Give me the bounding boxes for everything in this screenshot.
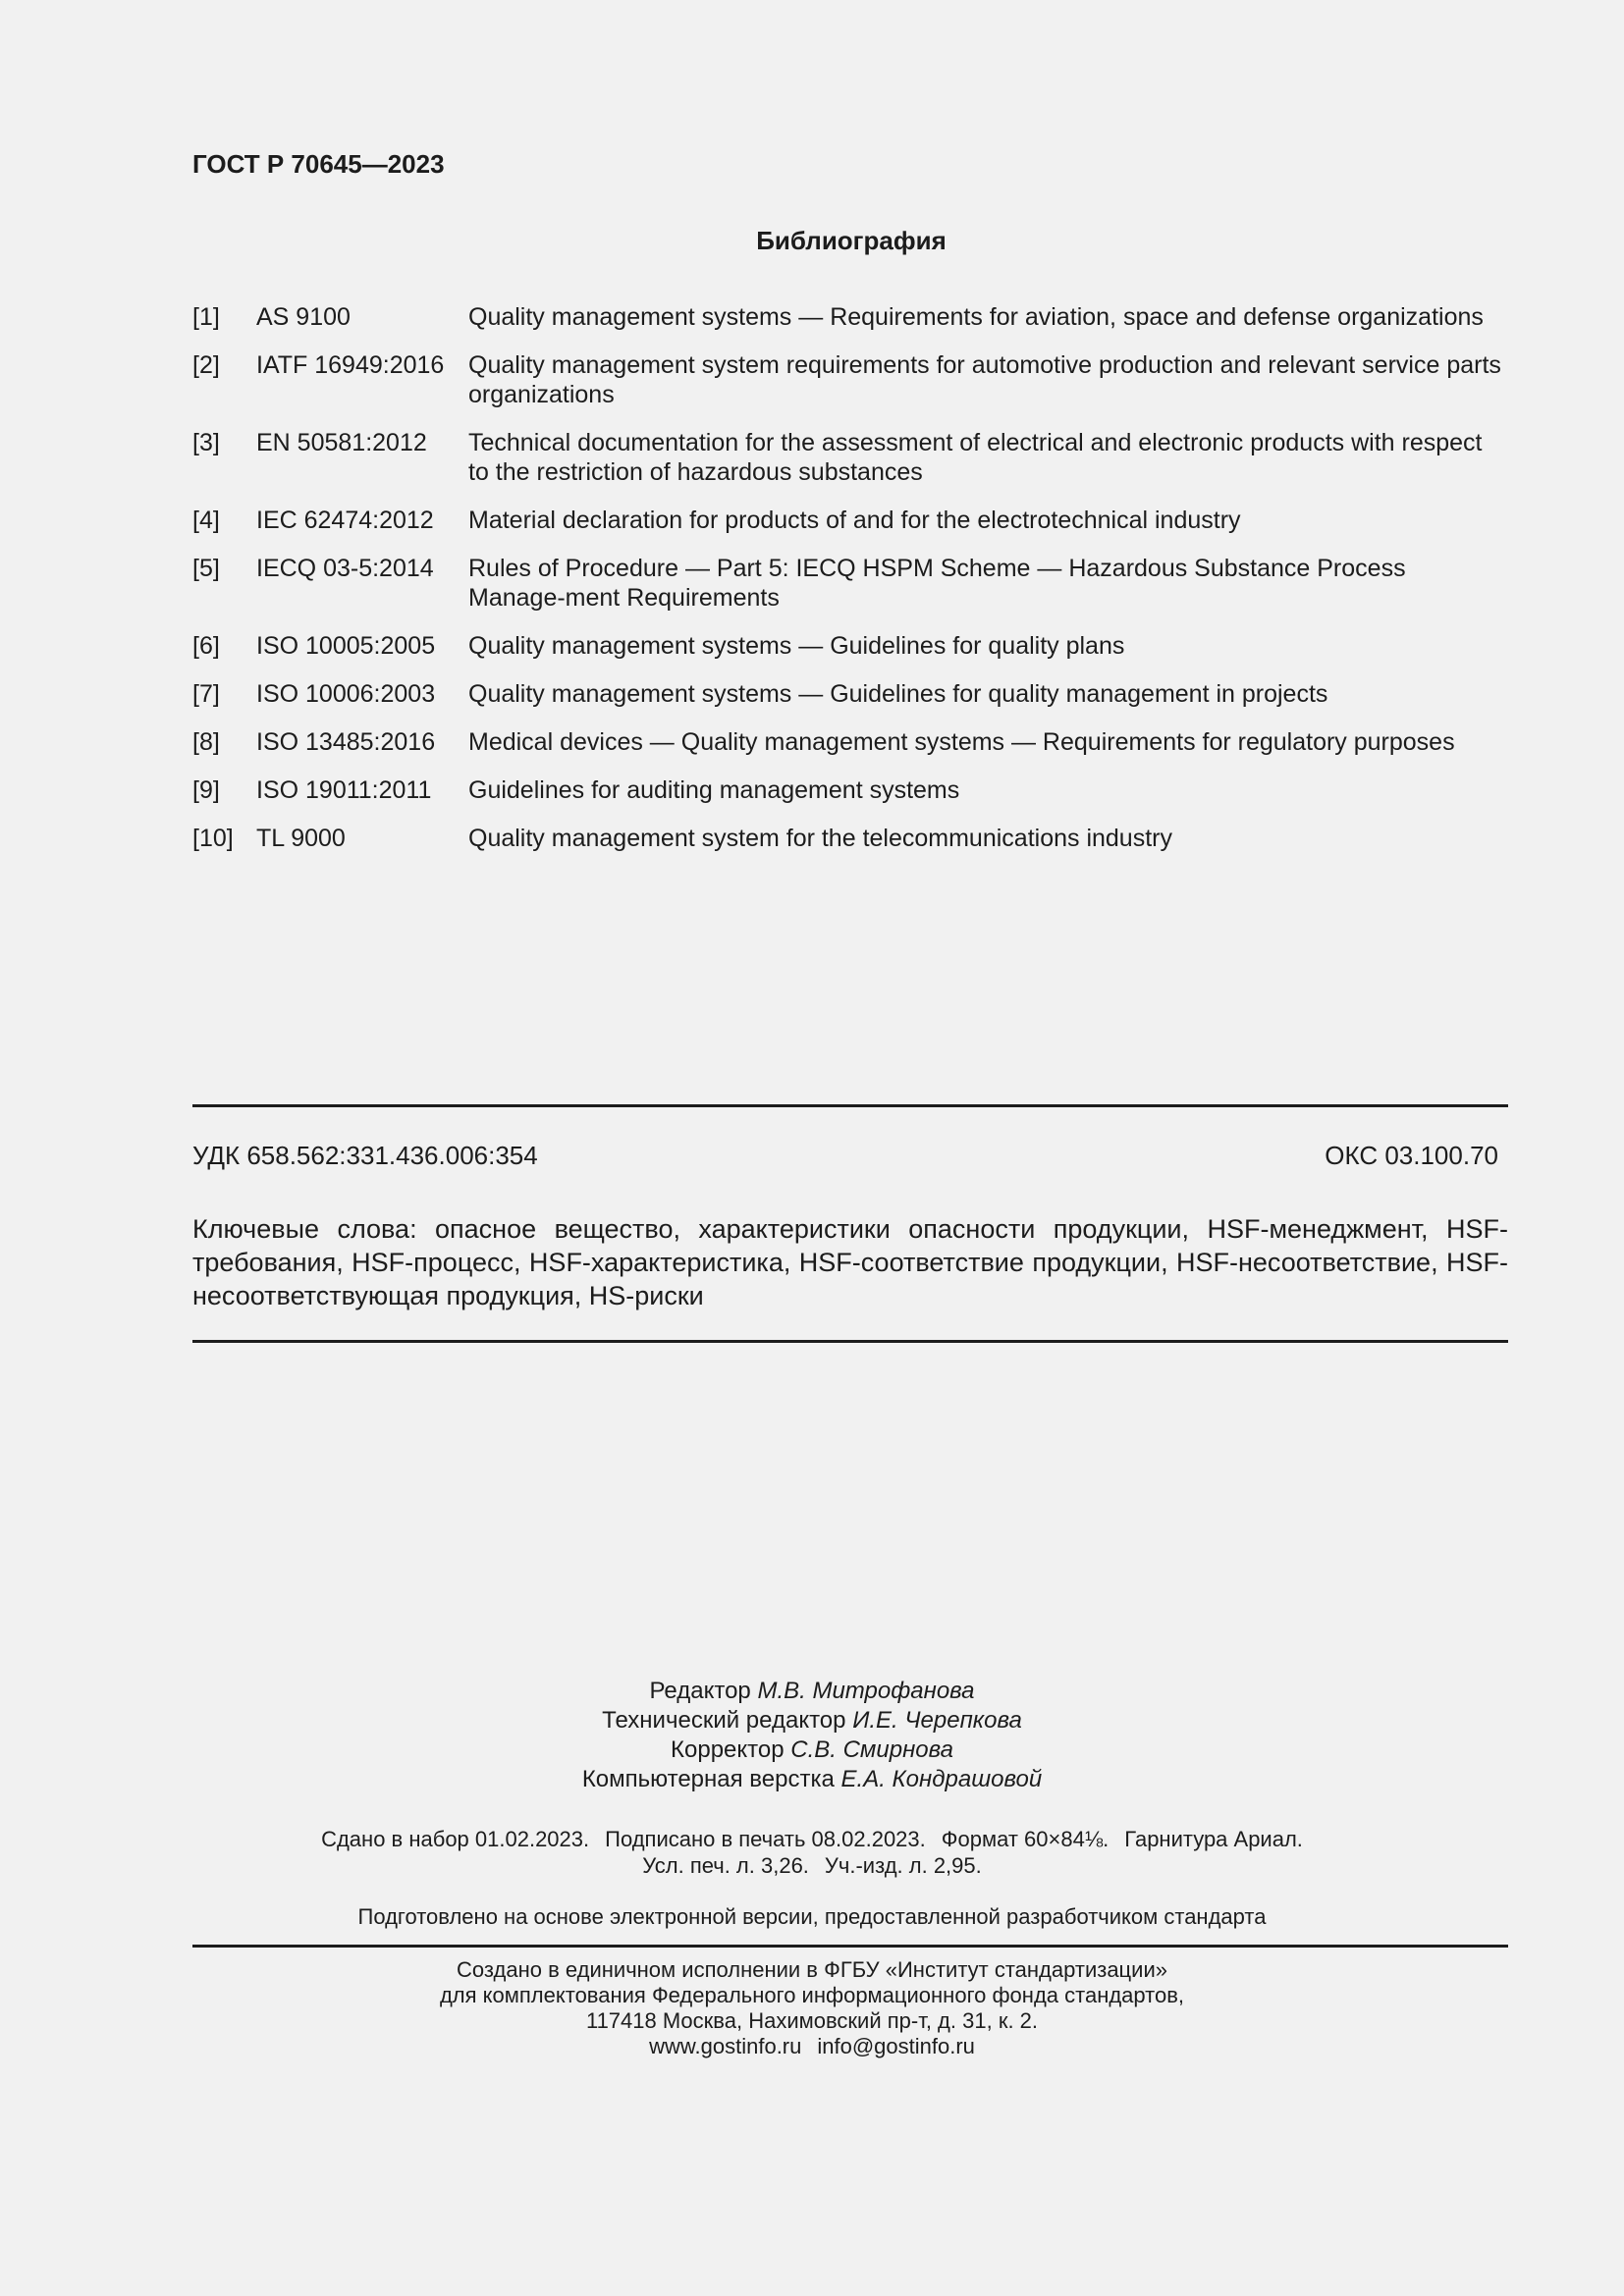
website-link[interactable]: www.gostinfo.ru: [649, 2034, 802, 2058]
reference-number: [3]: [192, 429, 220, 456]
submitted-date: Сдано в набор 01.02.2023.: [321, 1827, 590, 1851]
udk-code: УДК 658.562:331.436.006:354: [192, 1141, 538, 1170]
standard-code: ISO 19011:2011: [256, 776, 432, 804]
staff-name: С.В. Смирнова: [790, 1736, 953, 1763]
signed-date: Подписано в печать 08.02.2023.: [605, 1827, 926, 1851]
divider: [192, 1340, 1508, 1343]
bibliography-item: [192, 554, 1508, 613]
reference-number: [9]: [192, 776, 220, 804]
reference-number: [1]: [192, 303, 220, 331]
email-link[interactable]: info@gostinfo.ru: [817, 2034, 975, 2058]
bibliography-item: [192, 506, 1508, 535]
printed-sheets: Усл. печ. л. 3,26.: [642, 1853, 809, 1878]
standard-code: IEC 62474:2012: [256, 507, 434, 534]
reference-number: [5]: [192, 555, 220, 582]
staff-entry: [0, 1677, 1624, 1706]
standard-code: ISO 10006:2003: [256, 680, 436, 708]
edition-sheets: Уч.-изд. л. 2,95.: [824, 1853, 982, 1878]
standard-title: Quality management system for the telecommunications industry: [468, 825, 1172, 852]
standard-code: ISO 13485:2016: [256, 728, 436, 756]
oks-code: ОКС 03.100.70: [1325, 1141, 1498, 1170]
staff-name: Е.А. Кондрашовой: [840, 1766, 1043, 1792]
typeface: Гарнитура Ариал.: [1124, 1827, 1303, 1851]
staff-role: Редактор: [649, 1678, 751, 1704]
bibliography-item: [192, 824, 1508, 853]
standard-title: Material declaration for products of and for the electrotechnical industry: [468, 507, 1241, 534]
bibliography-list: [192, 302, 1508, 872]
staff-role: Компьютерная верстка: [581, 1766, 835, 1792]
standard-title: Quality management system requirements for automotive production and relevant service parts organizations: [468, 351, 1501, 408]
bibliography-title: Библиография: [756, 226, 947, 255]
standard-title: Quality management systems — Guidelines for quality plans: [468, 632, 1125, 660]
publisher-line1: Создано в единичном исполнении в ФГБУ «Институт стандартизации»: [457, 1957, 1167, 1982]
reference-number: [10]: [192, 825, 234, 852]
publisher-address: 117418 Москва, Нахимовский пр-т, д. 31, к. 2.: [585, 2008, 1039, 2033]
document-number: ГОСТ Р 70645—2023: [192, 149, 445, 179]
print-info: [0, 1826, 1624, 1879]
staff-role: Технический редактор: [602, 1707, 846, 1734]
standard-code: EN 50581:2012: [256, 429, 427, 456]
standard-code: IATF 16949:2016: [256, 351, 445, 379]
standard-code: IECQ 03-5:2014: [256, 555, 434, 582]
keywords: Ключевые слова: опасное вещество, характеристики опасности продукции, HSF-менеджмент, HSF-требования, HSF-процесс, HSF-характеристика, HSF-соответствие продукции, HSF-несоответствие, HSF-несоответствующая продукция, HS-риски: [192, 1214, 1508, 1310]
reference-number: [4]: [192, 507, 220, 534]
prepared-note: Подготовлено на основе электронной версии, предоставленной разработчиком стандарта: [357, 1904, 1267, 1929]
reference-number: [8]: [192, 728, 220, 756]
staff-role: Корректор: [671, 1736, 785, 1763]
reference-number: [2]: [192, 351, 220, 379]
standard-code: AS 9100: [256, 303, 351, 331]
staff-list: [0, 1677, 1624, 1794]
standard-title: Quality management systems — Requirements for aviation, space and defense organizations: [468, 303, 1484, 331]
staff-entry: [0, 1735, 1624, 1765]
bibliography-item: [192, 775, 1508, 805]
standard-title: Rules of Procedure — Part 5: IECQ HSPM Scheme — Hazardous Substance Process Manage-ment Requirements: [468, 555, 1406, 612]
standard-title: Medical devices — Quality management systems — Requirements for regulatory purposes: [468, 728, 1455, 756]
staff-entry: [0, 1706, 1624, 1735]
bibliography-item: [192, 350, 1508, 409]
bibliography-item: [192, 727, 1508, 757]
bibliography-item: [192, 679, 1508, 709]
divider: [192, 1104, 1508, 1107]
staff-entry: [0, 1765, 1624, 1794]
reference-number: [6]: [192, 632, 220, 660]
bibliography-item: [192, 631, 1508, 661]
publisher-info: [0, 1957, 1624, 2059]
staff-name: И.Е. Черепкова: [852, 1707, 1022, 1734]
reference-number: [7]: [192, 680, 220, 708]
standard-code: ISO 10005:2005: [256, 632, 436, 660]
publisher-line2: для комплектования Федерального информационного фонда стандартов,: [439, 1983, 1185, 2007]
bibliography-item: [192, 302, 1508, 332]
bibliography-item: [192, 428, 1508, 487]
staff-name: М.В. Митрофанова: [757, 1678, 975, 1704]
standard-title: Guidelines for auditing management systems: [468, 776, 960, 804]
format: Формат 60×84⅛.: [941, 1827, 1110, 1851]
standard-code: TL 9000: [256, 825, 346, 852]
divider: [192, 1945, 1508, 1948]
standard-title: Quality management systems — Guidelines for quality management in projects: [468, 680, 1328, 708]
standard-title: Technical documentation for the assessment of electrical and electronic products with respect to the restriction of hazardous substances: [468, 429, 1483, 486]
